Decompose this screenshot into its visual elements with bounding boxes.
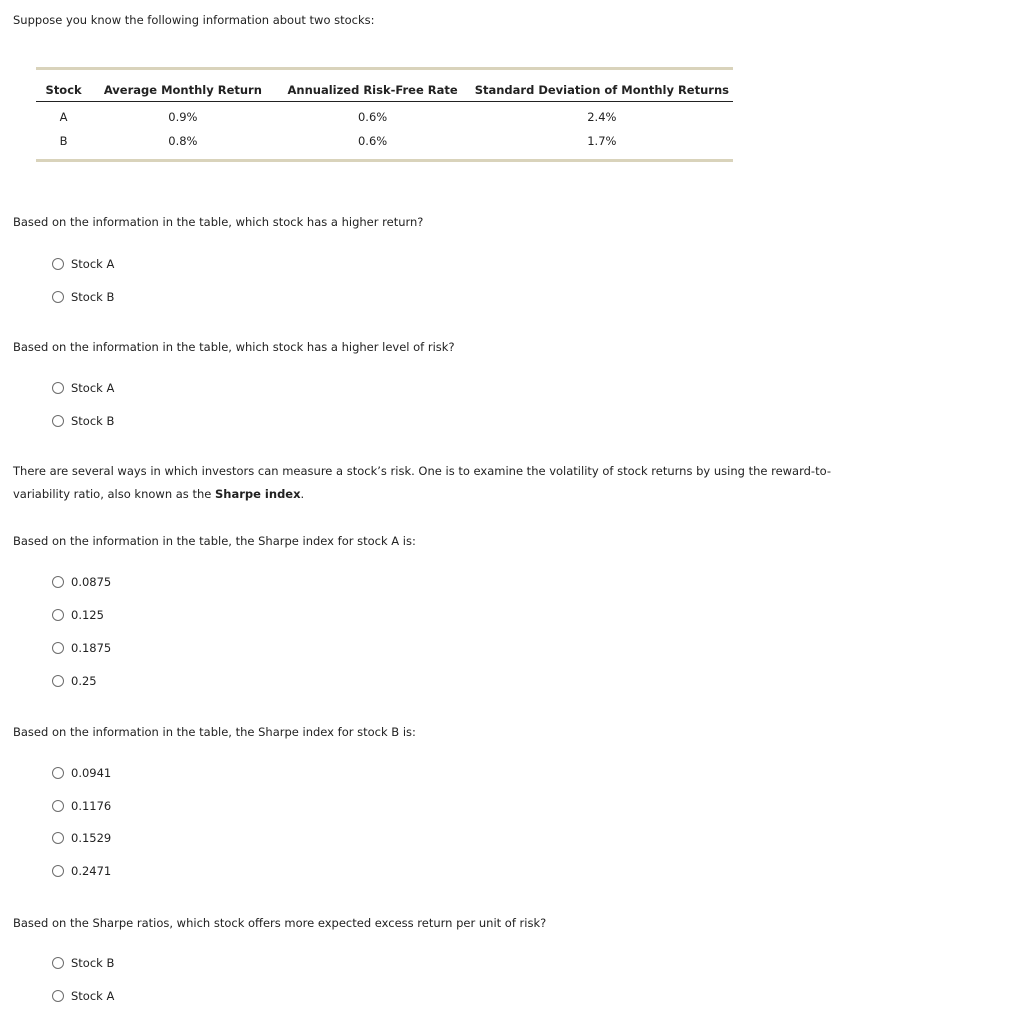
radio-button[interactable] — [52, 832, 64, 844]
option-label: Stock A — [71, 989, 115, 1003]
table-cell: 0.6% — [357, 110, 388, 124]
column-header-stock: Stock — [36, 69, 91, 102]
column-header-standard-deviation: Standard Deviation of Monthly Returns — [471, 69, 733, 102]
intro-text: Suppose you know the following information about two stocks: — [13, 13, 375, 27]
q3-option-3[interactable] — [52, 640, 111, 656]
option-label: Stock B — [71, 290, 115, 304]
q2-option-stock-b[interactable] — [52, 413, 114, 429]
option-label: 0.1875 — [71, 641, 112, 655]
table-cell: A — [59, 110, 68, 124]
option-label: Stock B — [71, 414, 115, 428]
table-row — [36, 102, 733, 130]
option-label: 0.1529 — [71, 831, 112, 845]
radio-button[interactable] — [52, 258, 64, 270]
option-label: 0.0875 — [71, 575, 112, 589]
radio-button[interactable] — [52, 609, 64, 621]
table-cell: 0.8% — [91, 129, 274, 161]
table-cell: B — [36, 129, 91, 161]
q5-option-stock-b[interactable] — [52, 955, 114, 971]
option-label: Stock A — [71, 257, 115, 271]
radio-button[interactable] — [52, 800, 64, 812]
q3-option-1[interactable] — [52, 574, 111, 590]
radio-button[interactable] — [52, 865, 64, 877]
table-cell: 0.9% — [168, 110, 198, 124]
radio-button[interactable] — [52, 382, 64, 394]
option-label: 0.0941 — [71, 766, 112, 780]
column-header-risk-free-rate: Annualized Risk-Free Rate — [275, 69, 471, 102]
q4-option-3[interactable] — [52, 830, 111, 846]
option-label: 0.2471 — [71, 864, 112, 878]
radio-button[interactable] — [52, 990, 64, 1002]
question-higher-risk: Based on the information in the table, which stock has a higher level of risk? — [13, 340, 455, 354]
table-header-row — [36, 69, 733, 102]
radio-button[interactable] — [52, 415, 64, 427]
sharpe-info-paragraph — [13, 460, 853, 506]
info-text: There are several ways in which investors can measure a stock’s risk. One is to examine the volatility of stock returns by using the reward-to-variability ratio, also known as the — [13, 464, 831, 501]
radio-button[interactable] — [52, 675, 64, 687]
stock-info-table — [36, 67, 733, 162]
info-text-end: . — [300, 487, 305, 501]
q4-option-2[interactable] — [52, 798, 111, 814]
q4-option-4[interactable] — [52, 863, 111, 879]
radio-button[interactable] — [52, 957, 64, 969]
q1-option-stock-a[interactable] — [52, 256, 114, 272]
radio-button[interactable] — [52, 576, 64, 588]
table-cell: 0.6% — [275, 129, 471, 161]
q1-option-stock-b[interactable] — [52, 289, 114, 305]
option-label: Stock A — [71, 381, 115, 395]
radio-button[interactable] — [52, 767, 64, 779]
question-sharpe-stock-b: Based on the information in the table, the Sharpe index for stock B is: — [13, 725, 416, 739]
q5-option-stock-a[interactable] — [52, 988, 114, 1004]
column-header-average-monthly-return: Average Monthly Return — [91, 69, 274, 102]
table-cell: 2.4% — [587, 110, 617, 124]
option-label: Stock B — [71, 956, 115, 970]
q3-option-2[interactable] — [52, 607, 104, 623]
question-higher-return: Based on the information in the table, which stock has a higher return? — [13, 215, 424, 229]
sharpe-index-term: Sharpe index — [215, 487, 301, 501]
q2-option-stock-a[interactable] — [52, 380, 114, 396]
radio-button[interactable] — [52, 291, 64, 303]
radio-button[interactable] — [52, 642, 64, 654]
option-label: 0.125 — [71, 608, 104, 622]
table-cell: 1.7% — [471, 129, 733, 161]
option-label: 0.1176 — [71, 799, 112, 813]
q3-option-4[interactable] — [52, 673, 97, 689]
table-row — [36, 129, 733, 161]
question-sharpe-comparison: Based on the Sharpe ratios, which stock offers more expected excess return per unit of risk? — [13, 916, 547, 930]
option-label: 0.25 — [71, 674, 97, 688]
question-sharpe-stock-a: Based on the information in the table, the Sharpe index for stock A is: — [13, 534, 416, 548]
q4-option-1[interactable] — [52, 765, 111, 781]
